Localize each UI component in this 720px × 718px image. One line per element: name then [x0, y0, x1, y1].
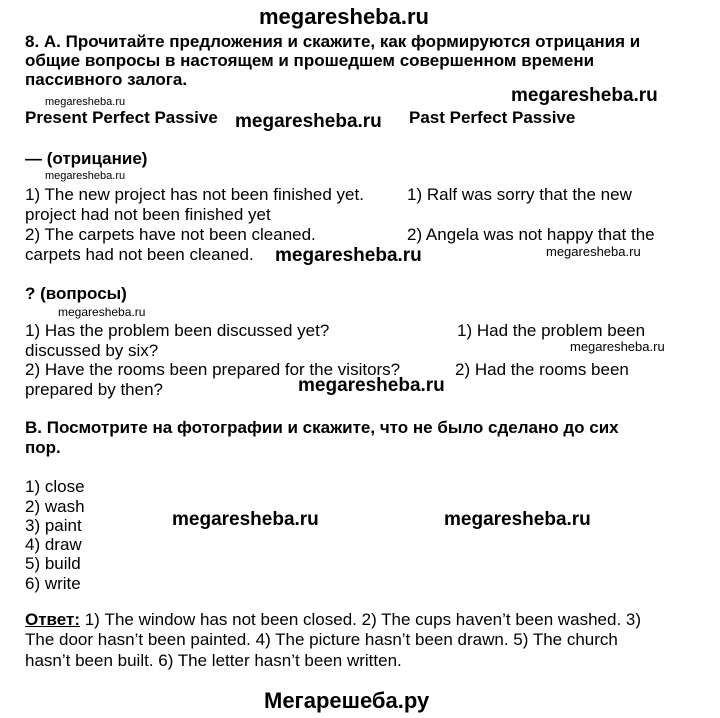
task-b-line-2: пор. [25, 438, 61, 457]
watermark-small-1: megaresheba.ru [45, 96, 126, 108]
watermark-small-2: megaresheba.ru [45, 170, 126, 182]
header-past-perfect-passive: Past Perfect Passive [409, 108, 576, 127]
questions-line-4: prepared by then? [25, 380, 163, 399]
negation-line-4: carpets had not been cleaned. [25, 245, 254, 264]
questions-line-1-left: 1) Has the problem been discussed yet? [25, 321, 330, 340]
answer-line-2: The door hasn’t been painted. 4) The picture hasn’t been drawn. 5) The church [25, 630, 618, 649]
footer-watermark: Мегарешеба.ру [264, 688, 430, 713]
task-a-line-3: пассивного залога. [25, 70, 188, 89]
verb-list-item: 4) draw [25, 535, 82, 554]
task-a-line-1: 8. А. Прочитайте предложения и скажите, как формируются отрицания и [25, 32, 641, 51]
negation-line-2: project had not been finished yet [25, 205, 271, 224]
negation-line-1-left: 1) The new project has not been finished yet. [25, 185, 364, 204]
watermark-top: megaresheba.ru [259, 4, 429, 29]
questions-label: ? (вопросы) [25, 284, 127, 303]
watermark-left-4: megaresheba.ru [172, 509, 319, 530]
task-b-line-1: В. Посмотрите на фотографии и скажите, что не было сделано до сих [25, 418, 619, 437]
negation-line-1-right: 1) Ralf was sorry that the new [407, 185, 632, 204]
questions-line-1-right: 1) Had the problem been [457, 321, 646, 340]
watermark-right-2: megaresheba.ru [546, 244, 641, 259]
answer-label: Ответ: [25, 610, 80, 629]
questions-line-3-right: 2) Had the rooms been [455, 360, 629, 379]
watermark-right-3: megaresheba.ru [570, 339, 665, 354]
watermark-mid-header: megaresheba.ru [235, 111, 382, 132]
verb-list-item: 6) write [25, 574, 81, 593]
task-a-line-2: общие вопросы в настоящем и прошедшем совершенном времени [25, 51, 595, 70]
watermark-small-3: megaresheba.ru [58, 305, 146, 319]
answer-text-1: 1) The window has not been closed. 2) The cups haven’t been washed. 3) [80, 610, 642, 629]
header-present-perfect-passive: Present Perfect Passive [25, 108, 218, 127]
watermark-mid-2: megaresheba.ru [275, 245, 422, 266]
answer-line-3: hasn’t been built. 6) The letter hasn’t been written. [25, 651, 402, 670]
verb-list-item: 2) wash [25, 497, 85, 516]
watermark-right-4: megaresheba.ru [444, 509, 591, 530]
verb-list-item: 1) close [25, 477, 85, 496]
negation-label: — (отрицание) [25, 149, 148, 168]
verb-list-item: 5) build [25, 554, 81, 573]
questions-line-3-left: 2) Have the rooms been prepared for the visitors? [25, 360, 401, 379]
questions-line-2: discussed by six? [25, 341, 159, 360]
watermark-right-1: megaresheba.ru [511, 85, 658, 106]
verb-list-item: 3) paint [25, 516, 82, 535]
answer-line-1 [25, 610, 641, 630]
watermark-mid-3: megaresheba.ru [298, 375, 445, 396]
negation-line-3-right: 2) Angela was not happy that the [407, 225, 655, 244]
negation-line-3-left: 2) The carpets have not been cleaned. [25, 225, 316, 244]
